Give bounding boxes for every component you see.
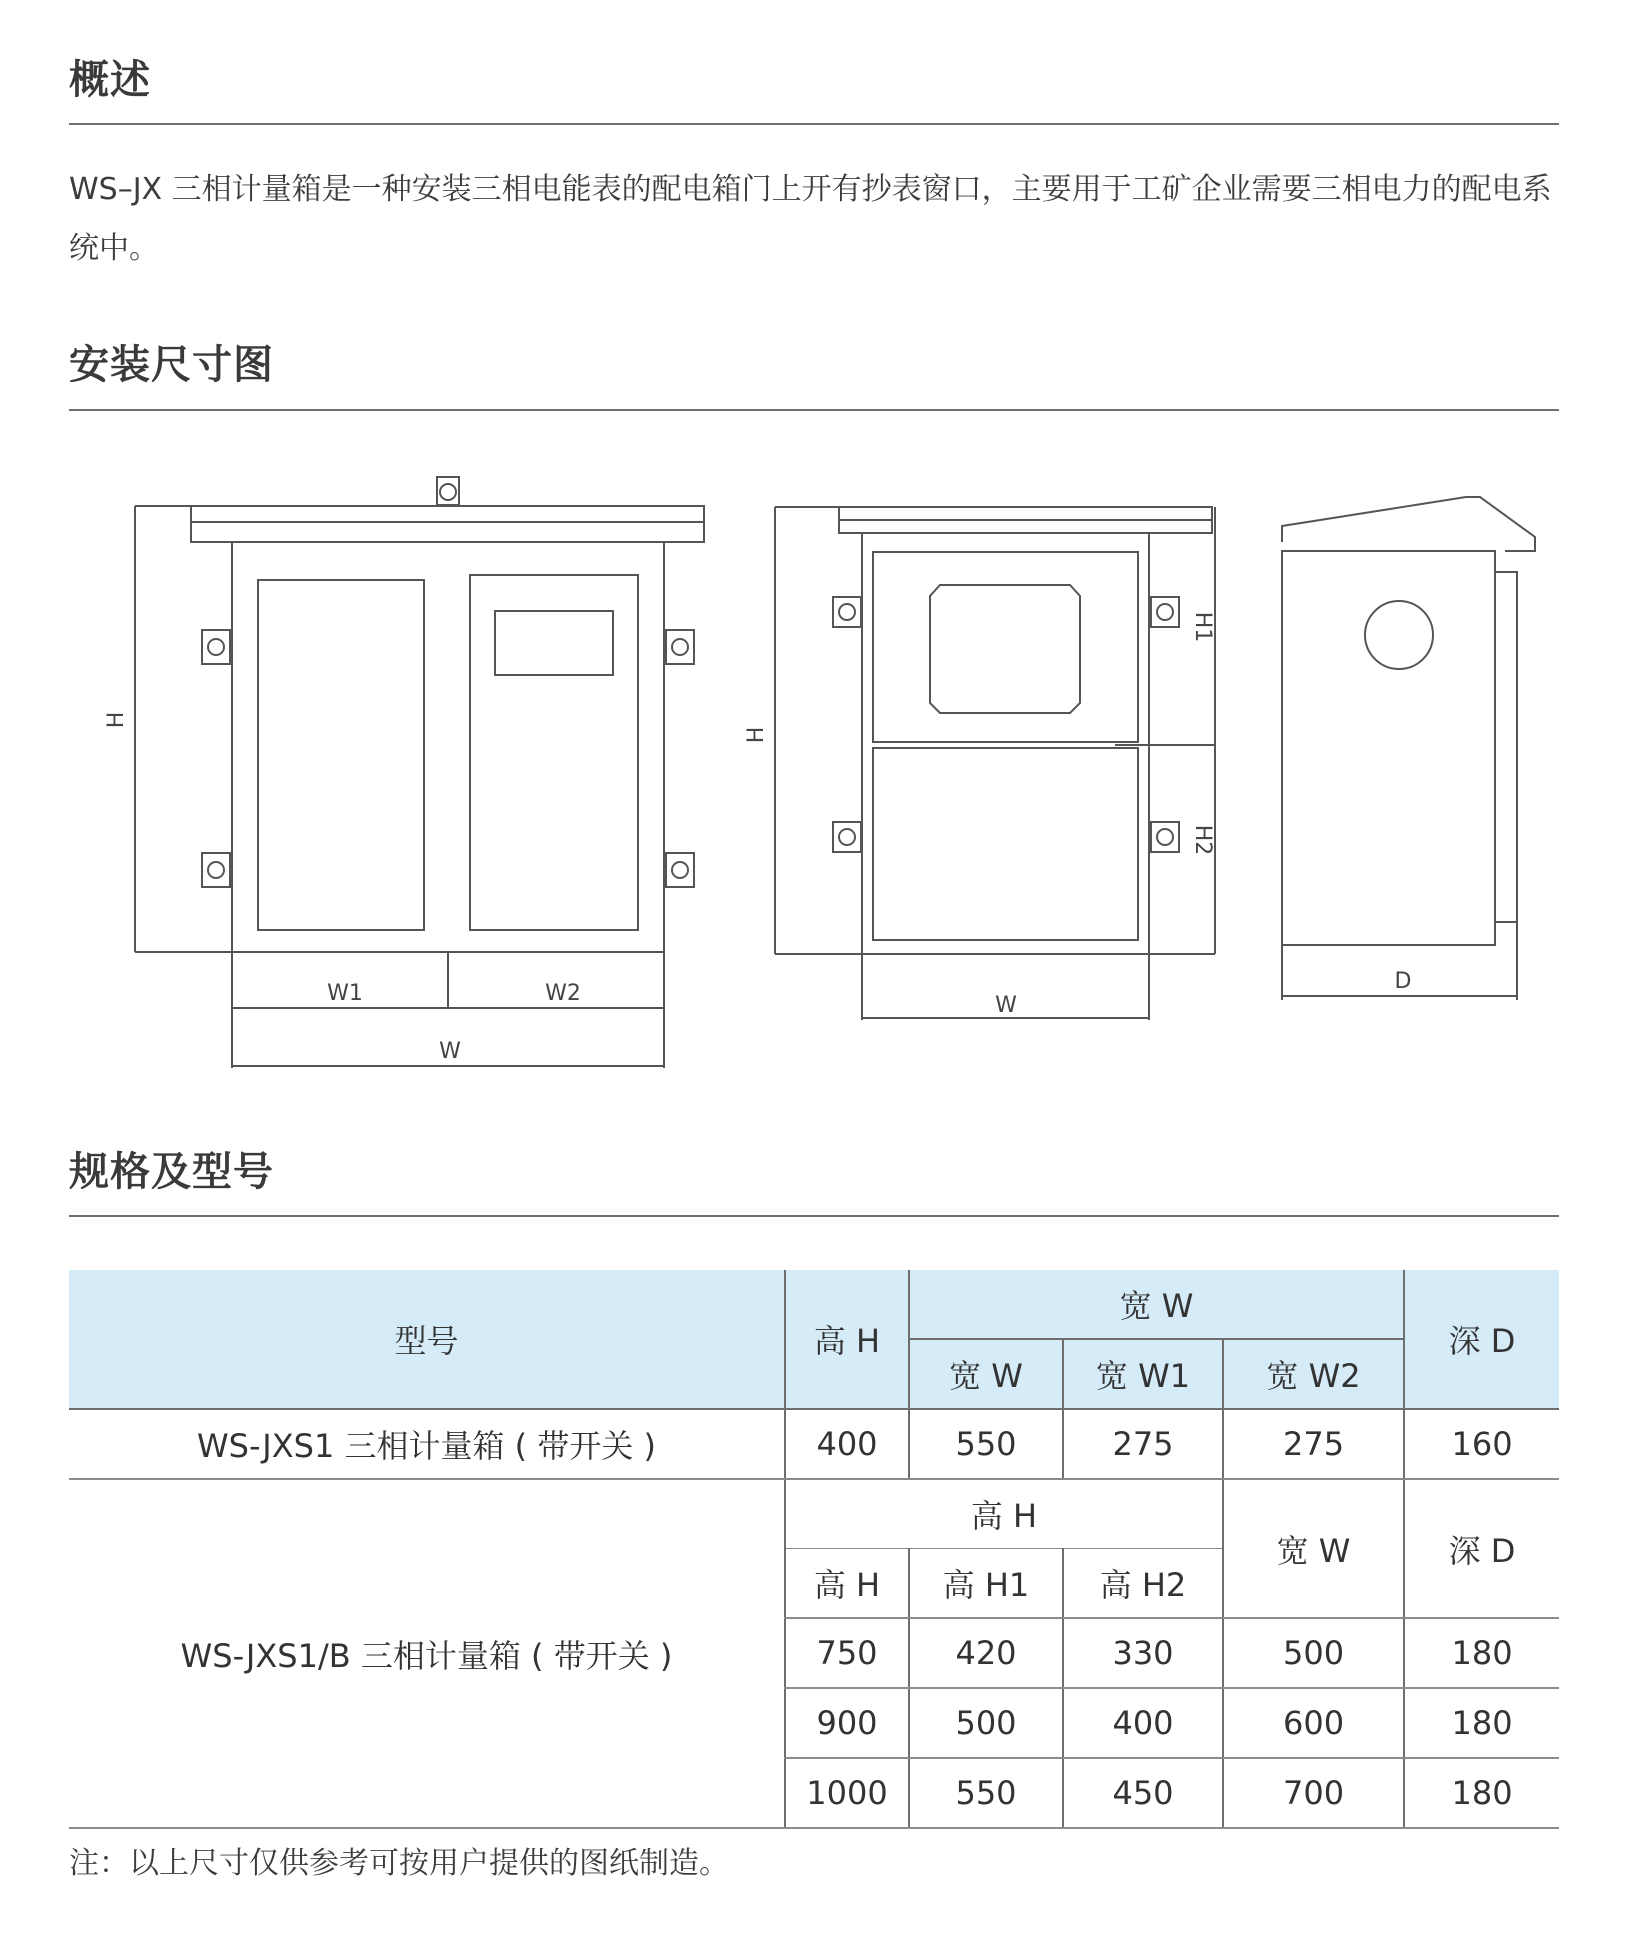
overview-paragraph: WS–JX 三相计量箱是一种安装三相电能表的配电箱门上开有抄表窗口，主要用于工矿企业需要三相电力的配电系统中。 [69, 172, 1552, 266]
value-cell: 700 [1223, 1758, 1404, 1828]
dim-label-w: W [439, 1039, 461, 1064]
dim-label-h2: H2 [1190, 824, 1215, 856]
dim-label-d: D [1394, 969, 1412, 994]
meter-window [930, 585, 1080, 713]
front-view-two-door [135, 477, 704, 1068]
side-view [1282, 497, 1535, 1000]
subheader-depth: 深 D [1404, 1479, 1559, 1618]
value-cell: 180 [1404, 1618, 1559, 1688]
spec-table [69, 1270, 1559, 1829]
section-rule [69, 123, 1559, 125]
subheader-height1: 高 H1 [909, 1549, 1063, 1619]
dim-label-h: H [744, 726, 769, 744]
table-subheader-row [69, 1479, 1559, 1549]
value-cell: 330 [1063, 1618, 1223, 1688]
value-cell: 400 [1063, 1688, 1223, 1758]
table-row [69, 1409, 1559, 1479]
value-cell: 550 [909, 1758, 1063, 1828]
value-cell: 450 [1063, 1758, 1223, 1828]
value-cell: 900 [785, 1688, 909, 1758]
value-cell: 500 [1223, 1618, 1404, 1688]
header-width1: 宽 W1 [1063, 1339, 1223, 1409]
dim-label-h: H [104, 711, 129, 729]
section-title-drawing: 安装尺寸图 [69, 342, 274, 388]
dim-label-h1: H1 [1190, 611, 1215, 643]
model-cell: WS-JXS1 三相计量箱 ( 带开关 ) [69, 1409, 785, 1479]
value-cell: 180 [1404, 1688, 1559, 1758]
value-cell: 600 [1223, 1688, 1404, 1758]
header-width-group: 宽 W [909, 1270, 1404, 1339]
dim-label-w: W [995, 993, 1017, 1018]
value-cell: 750 [785, 1618, 909, 1688]
value-cell: 275 [1223, 1409, 1404, 1479]
footnote: 注：以上尺寸仅供参考可按用户提供的图纸制造。 [69, 1846, 729, 1881]
subheader-height2: 高 H2 [1063, 1549, 1223, 1619]
subheader-height-group: 高 H [785, 1479, 1223, 1549]
section-title-specs: 规格及型号 [69, 1149, 274, 1195]
meter-window [495, 611, 613, 675]
value-cell: 500 [909, 1688, 1063, 1758]
header-model: 型号 [69, 1270, 785, 1409]
door-left [258, 580, 424, 930]
subheader-height: 高 H [785, 1549, 909, 1619]
header-width2: 宽 W2 [1223, 1339, 1404, 1409]
section-rule [69, 1215, 1559, 1217]
section-rule [69, 409, 1559, 411]
value-cell: 420 [909, 1618, 1063, 1688]
front-view-stacked [775, 507, 1215, 1020]
header-width: 宽 W [909, 1339, 1063, 1409]
table-header-row [69, 1270, 1559, 1339]
subheader-width: 宽 W [1223, 1479, 1404, 1618]
value-cell: 160 [1404, 1409, 1559, 1479]
value-cell: 550 [909, 1409, 1063, 1479]
value-cell: 180 [1404, 1758, 1559, 1828]
side-circle [1365, 601, 1433, 669]
lower-door [873, 748, 1138, 940]
value-cell: 1000 [785, 1758, 909, 1828]
dim-label-w1: W1 [327, 981, 363, 1006]
section-title-overview: 概述 [69, 57, 151, 103]
model-cell: WS-JXS1/B 三相计量箱 ( 带开关 ) [69, 1479, 785, 1828]
header-depth: 深 D [1404, 1270, 1559, 1409]
value-cell: 275 [1063, 1409, 1223, 1479]
dim-label-w2: W2 [545, 981, 581, 1006]
value-cell: 400 [785, 1409, 909, 1479]
header-height: 高 H [785, 1270, 909, 1409]
installation-drawing [0, 460, 1629, 1100]
